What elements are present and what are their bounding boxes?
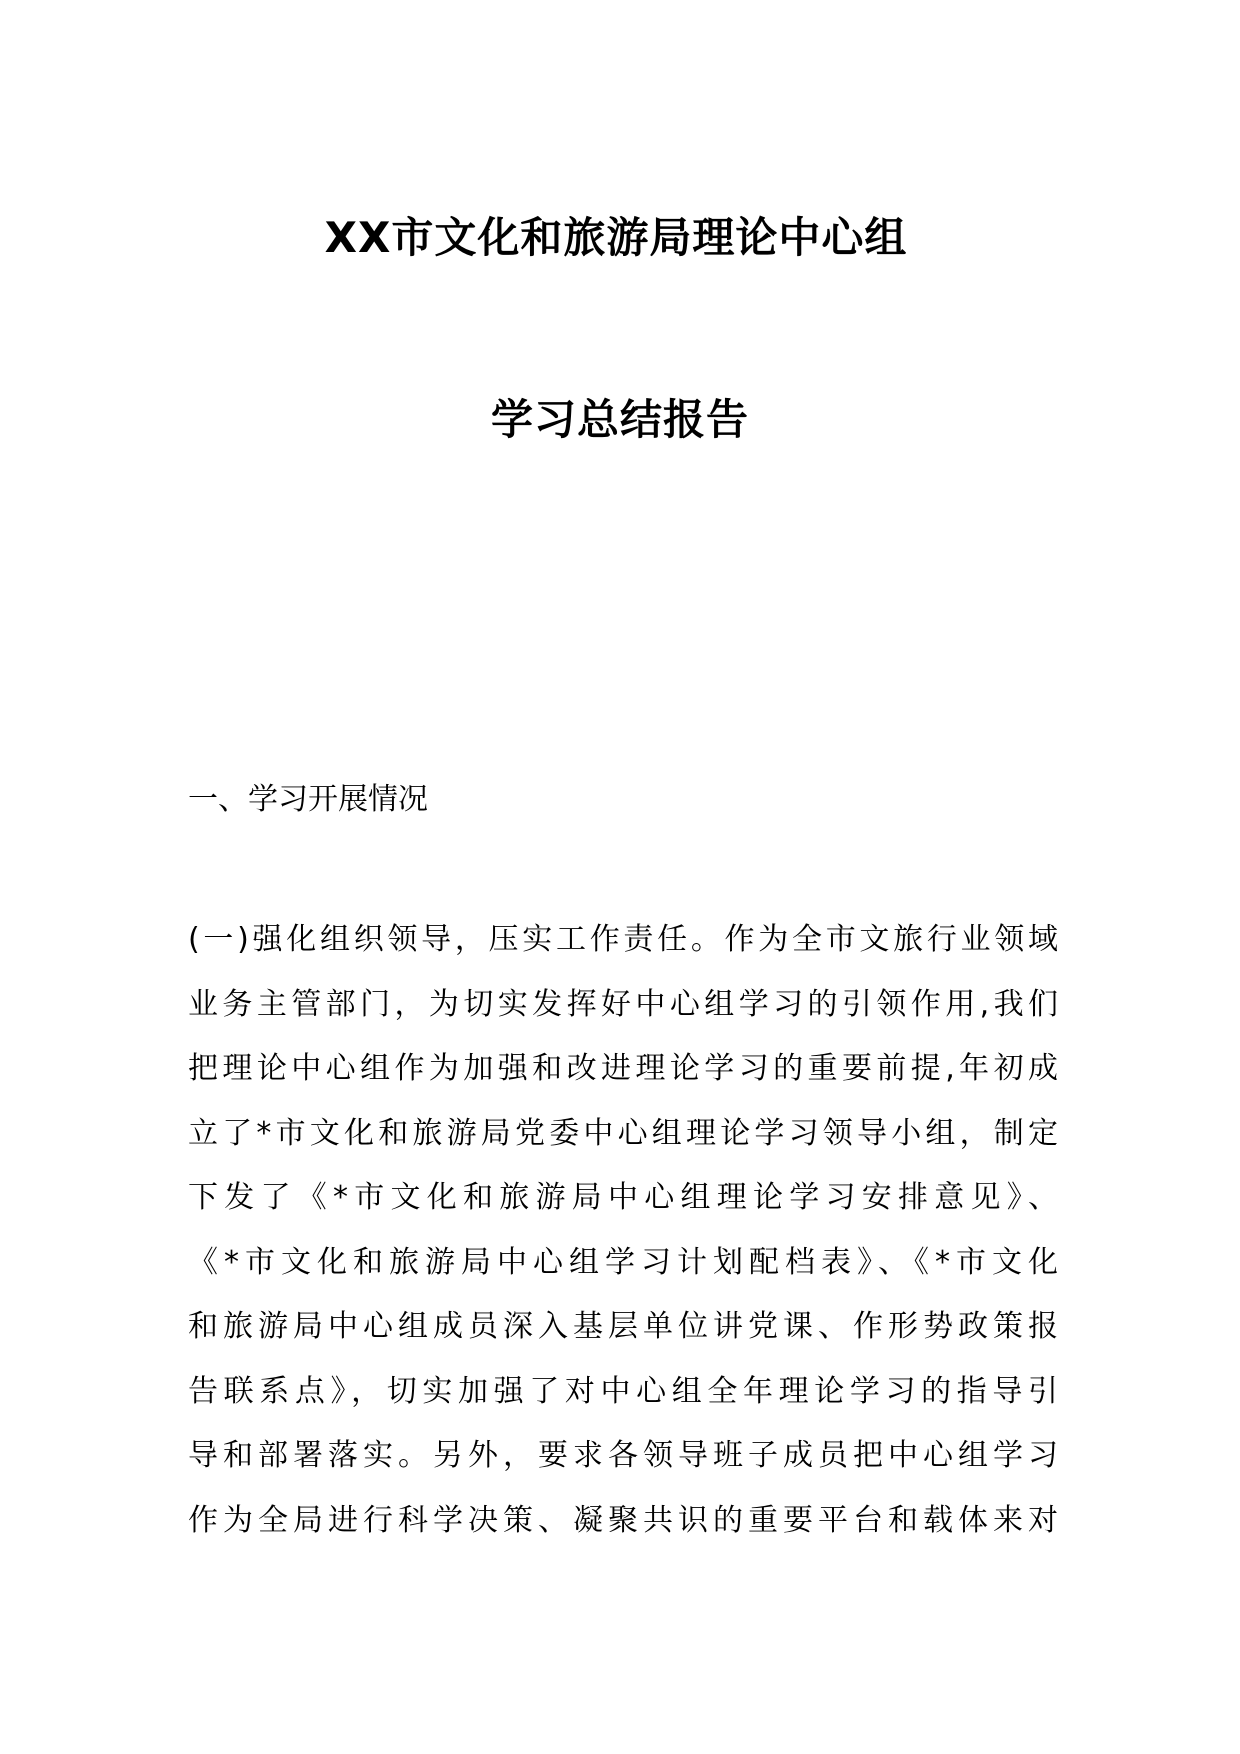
paragraph-line: 下发了《*市文化和旅游局中心组理论学习安排意见》、: [188, 1180, 1058, 1215]
document-title-line-1: XX市文化和旅游局理论中心组: [324, 213, 908, 262]
body-paragraph: [188, 908, 1058, 1553]
paragraph-line: 《*市文化和旅游局中心组学习计划配档表》、《*市文化: [188, 1244, 1058, 1280]
paragraph-line: 把理论中心组作为加强和改进理论学习的重要前提,年初成: [188, 1051, 1058, 1086]
document-title-line-2: 学习总结报告: [490, 395, 749, 444]
paragraph-line: 立了*市文化和旅游局党委中心组理论学习领导小组，制定: [188, 1115, 1058, 1151]
paragraph-line: 作为全局进行科学决策、凝聚共识的重要平台和载体来对: [188, 1502, 1058, 1538]
paragraph-line: 和旅游局中心组成员深入基层单位讲党课、作形势政策报: [188, 1309, 1058, 1344]
section-heading: 一、学习开展情况: [188, 782, 428, 817]
paragraph-line: 业务主管部门，为切实发挥好中心组学习的引领作用,我们: [188, 986, 1058, 1022]
paragraph-line: (一)强化组织领导，压实工作责任。作为全市文旅行业领域: [188, 922, 1058, 957]
paragraph-line: 告联系点》，切实加强了对中心组全年理论学习的指导引: [188, 1373, 1058, 1409]
paragraph-line: 导和部署落实。另外，要求各领导班子成员把中心组学习: [188, 1438, 1058, 1473]
